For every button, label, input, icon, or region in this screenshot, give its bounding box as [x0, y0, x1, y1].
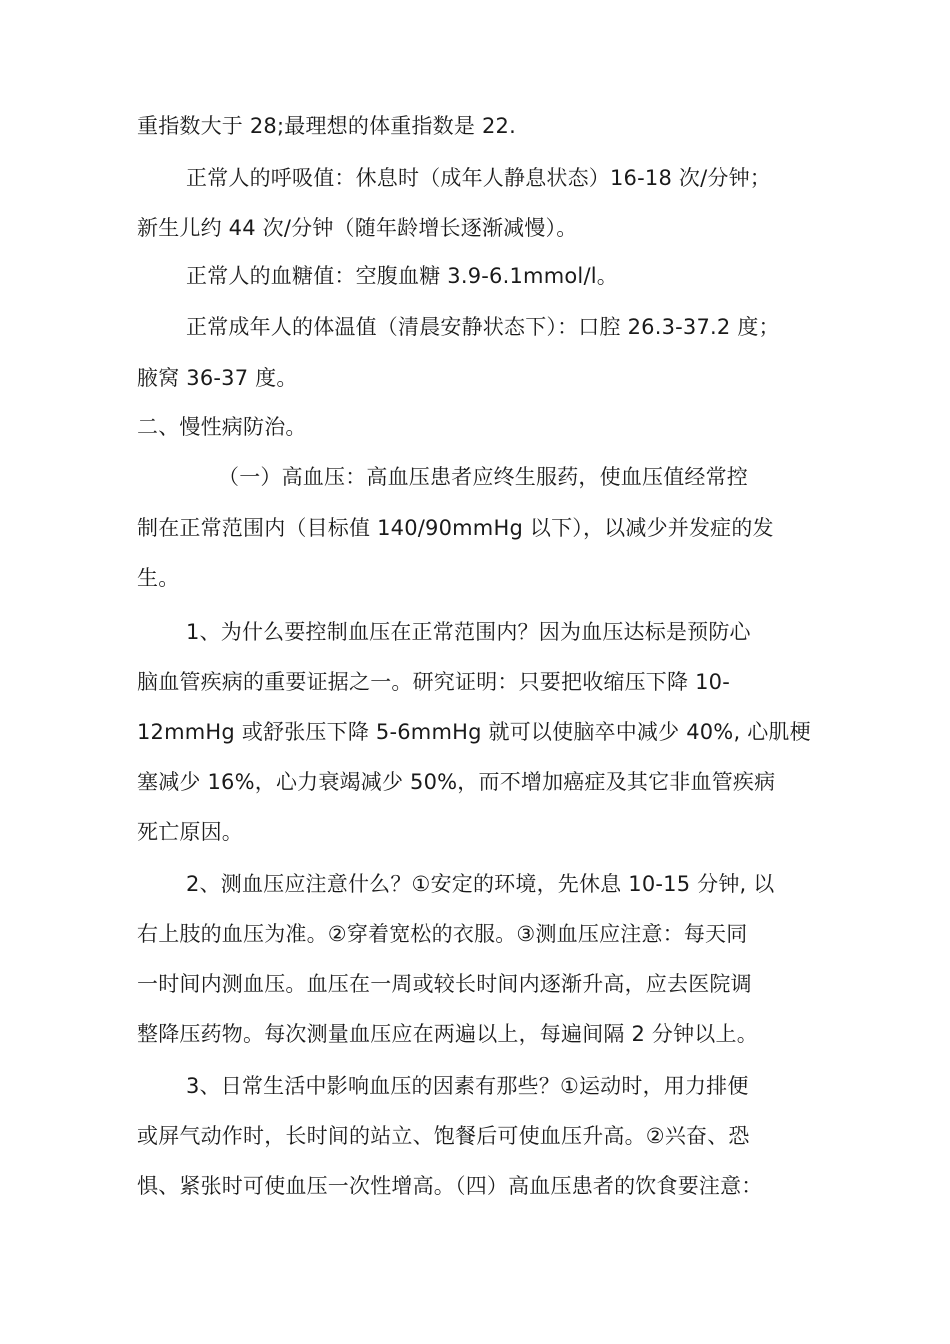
text-line: 惧、紧张时可使血压一次性增高。（四）高血压患者的饮食要注意： — [137, 1174, 763, 1198]
text-line: 塞减少 16%，心力衰竭减少 50%，而不增加癌症及其它非血管疾病 — [137, 770, 776, 794]
text-line: 重指数大于 28;最理想的体重指数是 22. — [137, 114, 516, 138]
text-line: 制在正常范围内（目标值 140/90mmHg 以下），以减少并发症的发 — [137, 516, 774, 540]
text-line: 生。 — [137, 566, 180, 590]
text-line: 死亡原因。 — [137, 820, 243, 844]
text-line: 正常人的呼吸值：休息时（成年人静息状态）16-18 次/分钟； — [186, 166, 771, 190]
text-line: 脑血管疾病的重要证据之一。研究证明：只要把收缩压下降 10- — [137, 670, 730, 694]
text-line: 整降压药物。每次测量血压应在两遍以上，每遍间隔 2 分钟以上。 — [137, 1022, 758, 1046]
text-line: 一时间内测血压。血压在一周或较长时间内逐渐升高，应去医院调 — [137, 972, 752, 996]
text-line: 12mmHg 或舒张压下降 5-6mmHg 就可以使脑卒中减少 40%, 心肌梗 — [137, 720, 811, 744]
section-heading: 二、慢性病防治。 — [137, 415, 307, 439]
text-line: 正常成年人的体温值（清晨安静状态下）：口腔 26.3-37.2 度； — [186, 315, 780, 339]
text-line: 2、测血压应注意什么？①安定的环境，先休息 10-15 分钟, 以 — [186, 872, 775, 896]
text-line: 或屏气动作时，长时间的站立、饱餐后可使血压升高。②兴奋、恐 — [137, 1124, 750, 1148]
text-line: 正常人的血糖值：空腹血糖 3.9-6.1mmol/l。 — [186, 264, 618, 288]
text-line: 3、日常生活中影响血压的因素有那些？①运动时，用力排便 — [186, 1074, 749, 1098]
text-line: 腋窝 36-37 度。 — [137, 366, 298, 390]
text-line: （一）高血压：高血压患者应终生服药，使血压值经常控 — [218, 465, 748, 489]
text-line: 1、为什么要控制血压在正常范围内？因为血压达标是预防心 — [186, 620, 751, 644]
text-line: 新生儿约 44 次/分钟（随年龄增长逐渐减慢）。 — [137, 216, 578, 240]
text-line: 右上肢的血压为准。②穿着宽松的衣服。③测血压应注意：每天同 — [137, 922, 748, 946]
